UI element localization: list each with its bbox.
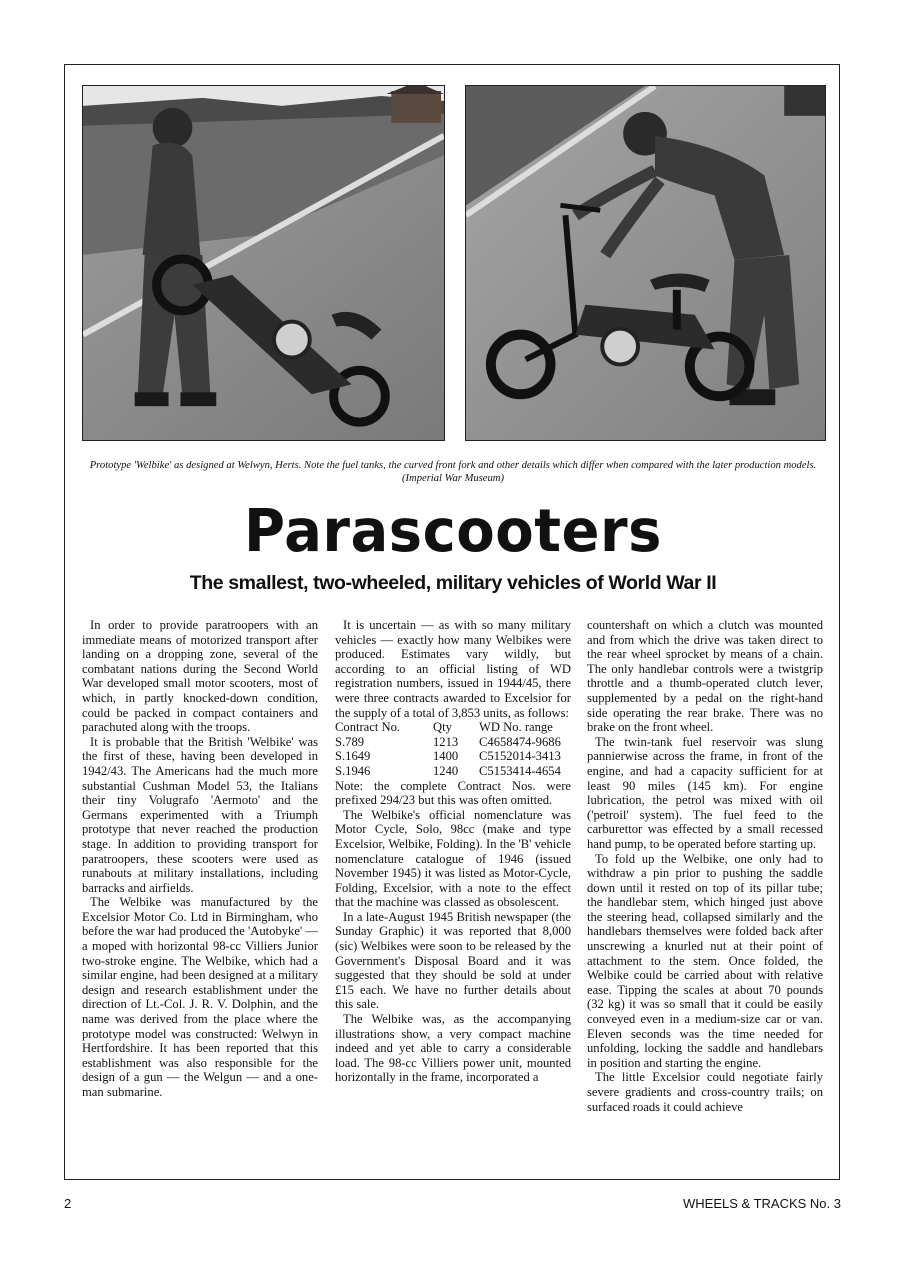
magazine-name: WHEELS & TRACKS No. 3 xyxy=(683,1196,841,1211)
table-cell: S.789 xyxy=(335,734,365,749)
paragraph: It is probable that the British 'Welbike' was the first of these, having been developed in 1942/43. The Americans had the much more substantial Cushman Model 53, the Italians their tiny Volugrafo 'Aermoto' and the Germans experimented with a Triumph prototype that never reached the production stage. In addition to providing transport for paratroopers, these scooters were used as runabouts at military installations, including barracks and airfields. xyxy=(82,734,318,895)
table-cell: C4658474-9686 xyxy=(479,734,561,749)
text-column-2 xyxy=(335,618,571,1085)
photo-right-image xyxy=(466,86,825,440)
paragraph: Note: the complete Contract Nos. were prefixed 294/23 but this was often omitted. xyxy=(335,778,571,808)
paragraph: The Welbike was manufactured by the Excelsior Motor Co. Ltd in Birmingham, who before the war had produced the 'Autobyke' — a moped with horizontal 98-cc Villiers Junior two-stroke engine. The Welbike, which had a similar engine, had been designed at a military design and research establishment under the direction of Lt.-Col. J. R. V. Dolphin, and the name was derived from the place where the prototype model was constructed: Welwyn in Hertfordshire. It has been reported that this establishment was also responsible for the design of a gun — the Welgun — and a one-man submarine. xyxy=(82,895,318,1099)
photo-left xyxy=(82,85,445,441)
photo-left-image xyxy=(83,86,444,440)
contracts-table xyxy=(335,720,571,778)
article-title: Parascooters xyxy=(244,497,662,566)
table-header: WD No. range xyxy=(479,720,553,735)
page-number: 2 xyxy=(64,1196,72,1211)
paragraph: To fold up the Welbike, one only had to withdraw a pin prior to pushing the saddle down until it rested on top of its pillar tube; the handlebar stem, which hinged just above the steering head, collapsed similarly and the handlebars themselves were folded back after unscrewing a knurled nut at their point of attachment to the stem. Once folded, the Welbike could be carried about with relative ease. Tipping the scales at about 70 pounds (32 kg) it was so small that it could be easily conveyed even in a medium-size car or van. Eleven seconds was the time needed for unfolding, locking the saddle and handlebars in position and starting the engine. xyxy=(587,851,823,1070)
paragraph: countershaft on which a clutch was mounted and from which the drive was taken direct to the rear wheel sprocket by means of a chain. The only handlebar controls were a twistgrip throttle and a thumb-operated clutch lever, supplemented by a pedal on the right-hand side operating the rear brake. There was no brake on the front wheel. xyxy=(587,618,823,735)
paragraph: It is uncertain — as with so many military vehicles — exactly how many Welbikes were produced. Estimates vary wildly, but according to an official listing of WD registration numbers, issued in 1944/45, there were three contracts awarded to Excelsior for the supply of a total of 3,853 units, as follows: xyxy=(335,618,571,720)
paragraph: The Welbike was, as the accompanying illustrations show, a very compact machine indeed and yet able to carry a considerable load. The 98-cc Villiers power unit, mounted horizontally in the frame, incorporated a xyxy=(335,1012,571,1085)
table-header-row xyxy=(335,720,571,735)
paragraph: The twin-tank fuel reservoir was slung pannierwise across the frame, in front of the engine, and had a capacity sufficient for at least 90 miles (145 km). For engine lubrication, the petrol was mixed with oil ('petroil' system). The fuel feed to the carburettor was effected by a small recessed hand pump, to be operated before starting up. xyxy=(587,734,823,851)
table-cell: 1240 xyxy=(433,763,459,778)
text-column-1 xyxy=(82,618,318,1100)
table-row xyxy=(335,749,571,764)
table-cell: S.1649 xyxy=(335,749,371,764)
table-cell: 1400 xyxy=(433,749,459,764)
paragraph: The Welbike's official nomenclature was Motor Cycle, Solo, 98cc (make and type Excelsior, Welbike, Folding). In the 'B' vehicle nomenclature catalogue of 1946 (issued November 1945) it was listed as Motor-Cycle, Folding, Excelsior, with a note to the effect that the machine was classed as obsolescent. xyxy=(335,807,571,910)
table-row xyxy=(335,735,571,750)
table-cell: C5153414-4654 xyxy=(479,763,561,778)
paragraph: In a late-August 1945 British newspaper (the Sunday Graphic) it was reported that 8,000 (sic) Welbikes were soon to be released by the Government's Disposal Board and it was suggested that they should be sold at under £15 each. We have no further details about this sale. xyxy=(335,909,571,1012)
table-header: Qty xyxy=(433,720,452,735)
text-column-3 xyxy=(587,618,823,1114)
article-subtitle: The smallest, two-wheeled, military vehicles of World War II xyxy=(189,572,717,594)
table-cell: C5152014-3413 xyxy=(479,749,561,764)
table-header: Contract No. xyxy=(335,720,401,735)
paragraph: The little Excelsior could negotiate fairly severe gradients and cross-country trails; on surfaced roads it could achieve xyxy=(587,1070,823,1114)
photo-right xyxy=(465,85,826,441)
table-row xyxy=(335,764,571,779)
photo-caption: Prototype 'Welbike' as designed at Welwyn, Herts. Note the fuel tanks, the curved front fork and other details which differ when compared with the later production models. (Imperial War Museum) xyxy=(89,460,817,484)
article-frame xyxy=(64,64,840,1180)
paragraph: In order to provide paratroopers with an immediate means of motorized transport after landing on a dropping zone, several of the combatant nations during the Second World War developed small motor scooters, most of which, in partly knocked-down condition, could be packed in compact containers and parachuted along with the troops. xyxy=(82,618,318,735)
table-cell: S.1946 xyxy=(335,763,371,778)
table-cell: 1213 xyxy=(433,734,459,749)
